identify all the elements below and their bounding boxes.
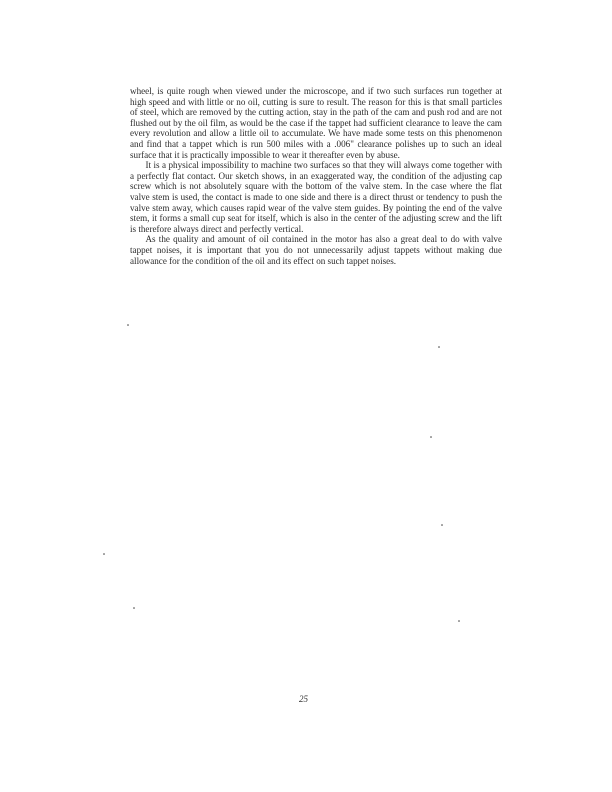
paragraph-3: As the quality and amount of oil contained in the motor has also a great deal to do with valve tappet noises, it is important that you do not unnecessarily adjust tappets without making due allowance for the condition of the oil and its effect on such tappet noises.: [130, 234, 502, 266]
body-text: [130, 86, 502, 266]
page-number: 25: [299, 694, 308, 704]
scan-speck: [430, 436, 432, 438]
scan-speck: [133, 607, 135, 609]
scan-speck: [438, 346, 440, 348]
paragraph-1: wheel, is quite rough when viewed under the microscope, and if two such surfaces run together at high speed and with little or no oil, cutting is sure to result. The reason for this is that small particles of steel, which are removed by the cutting action, stay in the path of the cam and push rod and are not flushed out by the oil film, as would be the case if the tappet had sufficient clearance to leave the cam every revolution and allow a little oil to accumulate. We have made some tests on this phenomenon and find that a tappet which is run 500 miles with a .006" clearance polishes up to such an ideal surface that it is practically impossible to wear it thereafter even by abuse.: [130, 86, 502, 160]
scan-speck: [127, 324, 129, 326]
scan-speck: [103, 553, 105, 555]
paragraph-2: It is a physical impossibility to machine two surfaces so that they will always come together with a perfectly flat contact. Our sketch shows, in an exaggerated way, the condition of the adjusting cap screw which is not absolutely square with the bottom of the valve stem. In the case where the flat valve stem is used, the contact is made to one side and there is a direct thrust or tendency to push the valve stem away, which causes rapid wear of the valve stem guides. By pointing the end of the valve stem, it forms a small cup seat for itself, which is also in the center of the adjusting screw and the lift is therefore always direct and perfectly vertical.: [130, 160, 502, 234]
scan-speck: [458, 620, 460, 622]
scan-speck: [441, 524, 443, 526]
